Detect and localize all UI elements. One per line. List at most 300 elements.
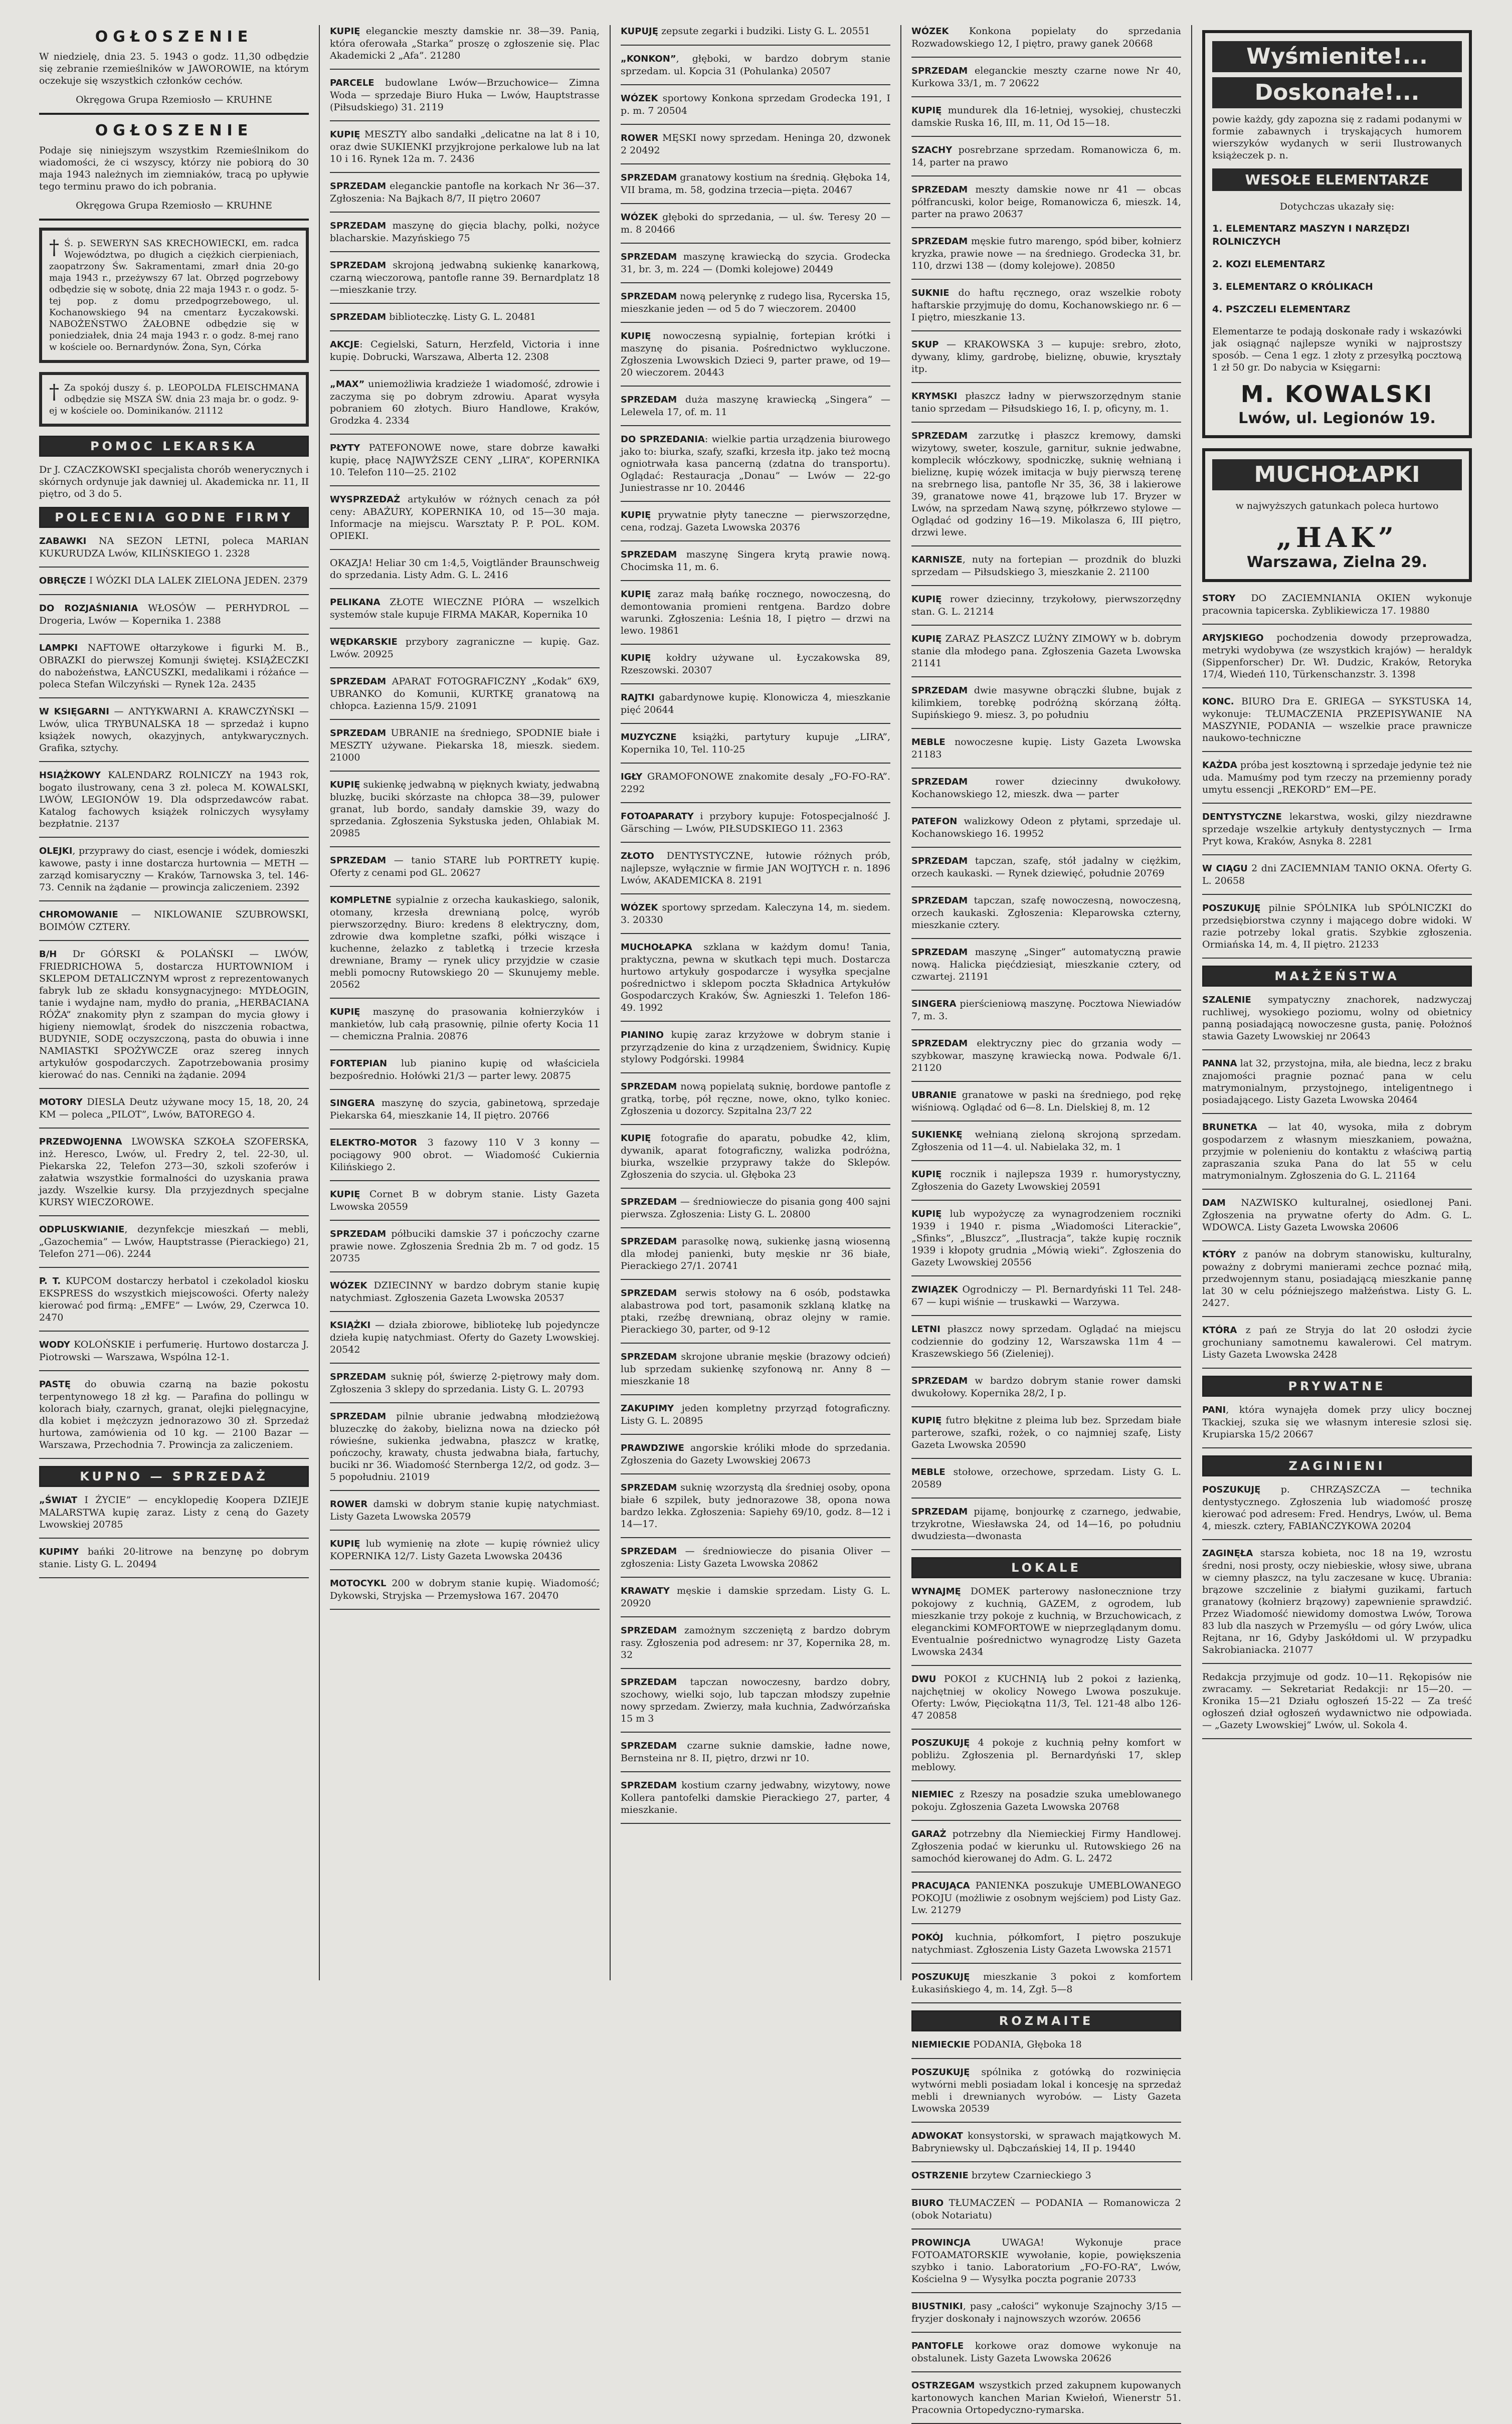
divider <box>911 585 1181 586</box>
announcement-signature: Okręgowa Grupa Rzemiosło — KRUHNE <box>76 94 272 105</box>
classified-ad: SPRZEDAM serwis stołowy na 6 osób, podstawka alabastrowa pod tort, pasamonik szklaną klatkę na ptaki, rzeźbę drewnianą, obraz olejny w ramie. Pierackiego 30, parter, od 9-12 <box>621 1287 890 1335</box>
announcement-heading: OGŁOSZENIE <box>95 28 253 46</box>
divider <box>911 1729 1181 1730</box>
classified-ad: W KSIĘGARNI — ANTYKWARNI A. KRAWCZYŃSKI — Lwów, ulica TRYBUNALSKA 18 — sprzedaż i kupno książek nowych, okazyjnych, antykwarycznych. Grafika, sztychy. <box>39 706 309 754</box>
classified-ad: KUPUJĘ zepsute zegarki i budziki. Listy G. L. 20551 <box>621 26 870 37</box>
cross-icon: † <box>49 236 59 259</box>
classified-ad: PROWINCJA UWAGA! Wykonuje prace FOTOAMATORSKIE wywołanie, kopie, powiększenia szybko i tanio. Laboratorium „FO-FO-RA”, Lwów, Kościelna 9 — Wysyłka poczta pogranie 20733 <box>911 2237 1181 2285</box>
divider <box>621 1279 890 1280</box>
divider <box>911 990 1181 991</box>
classified-ad: KAŻDA próba jest kosztowną i sprzedaje jedynie też nie uda. Mamuśmy pod tym rzeczy na przemienny porady umytu essencji „REKORD” EM—PE. <box>1202 760 1472 795</box>
newspaper-page <box>30 25 1482 2415</box>
column-2 <box>321 25 612 1980</box>
classified-ad: SPRZEDAM UBRANIE na średniego, SPODNIE białe i MESZTY używane. Piekarska 18, mieszk. siedem. 21000 <box>330 727 600 763</box>
obituary-text: Za spokój duszy ś. p. LEOPOLDA FLEISCHMANA odbędzie się MSZA ŚW. dnia 23 maja br. o godz. 9-ej w kościele oo. Dominikanów. 21112 <box>49 383 299 416</box>
classified-ad: ODPLUSKWIANIE, dezynfekcje mieszkań — mebli, „Gazochemia” — Lwów, Hauptstrasse (Pierackiego) 21, Telefon 271—06). 2244 <box>39 1224 309 1259</box>
divider <box>330 172 600 173</box>
classified-ad: DWU POKOI z KUCHNIĄ lub 2 pokoi z łazienką, najchętniej w okolicy Nowego Lwowa poszukuje. Oferty: Lwów, Pięciokątna 11/3, Tel. 121-48 albo 126-47 20858 <box>911 1673 1181 1721</box>
classified-ad: KUPIĘ lub wymienię na złote — kupię również ulicy KOPERNIKA 12/7. Listy Gazeta Lwowska 20436 <box>330 1538 600 1562</box>
classified-ad: ZABAWKI NA SEZON LETNI, poleca MARIAN KUKURUDZA Lwów, KILIŃSKIEGO 1. 2328 <box>39 535 309 559</box>
divider <box>330 1402 600 1403</box>
classified-ad: KUPIĘ mundurek dla 16-letniej, wysokiej, chusteczki damskie Ruska 16, III, m. 11, Od 15—18. <box>911 105 1181 128</box>
obituary-box <box>39 228 309 363</box>
classified-ad: KUPIĘ nowoczesną sypialnię, fortepian krótki i maszynę do pisania. Pośrednictwo wykluczone. Zgłoszenia Lwowskich Dzieci 9, parter prawe, od 19—20 wieczorem. 20443 <box>621 330 890 378</box>
divider <box>911 175 1181 176</box>
section-heading-marriages: MAŁŻEŃSTWA <box>1202 966 1472 987</box>
classified-ad: ARYJSKIEGO pochodzenia dowody przeprowadza, metryki wydobywa (ze wszystkich krajów) — heraldyk (Sippenforscher) Dr. Wł. Dudzic, Kraków, Retoryka 17/4, Wiedeń 110, Türkenschanzstr. 3. 1398 <box>1202 632 1472 680</box>
cross-icon: † <box>49 381 59 404</box>
classified-ad: WYNAJMĘ DOMEK parterowy nasłonecznione trzy pokojowy z kuchnią, GAZEM, z ogrodem, lub mieszkanie trzy pokoje z kuchnią, w Brzuchowicach, z eleganckimi KOMFORTOWE w nieprzeglądanym domu. Eventualnie pośrednictwo wynagrodzę Listy Gazeta Lwowska 2434 <box>911 1586 1181 1657</box>
divider <box>911 728 1181 729</box>
classified-ad: KOMPLETNE sypialnie z orzecha kaukaskiego, salonik, otomany, krzesła drewnianą polcę, wyrób pierwszorzędny. Biuro: kredens 8 elektryczny, dom, zdrowie dwa kompletne szafki, półki wiszące i kuchenne, żelazko z tabletką i trzecie krzesła drewniane, Bramy — rynek ulicy przyjdzie w czasie mebli pomocny Rutowskiego 20 — Skunujemy meble. 20562 <box>330 894 600 990</box>
divider <box>911 886 1181 887</box>
divider <box>911 57 1181 58</box>
divider <box>330 1180 600 1181</box>
classified-ad: SPRZEDAM parasolkę nową, sukienkę jasną wiosenną dla młodej panienki, buty męskie nr 36 białe, Pierackiego 27/1. 20741 <box>621 1236 890 1271</box>
divider <box>911 2228 1181 2229</box>
divider <box>39 1458 309 1459</box>
section-heading-firms: POLECENIA GODNE FIRMY <box>39 507 309 528</box>
divider <box>911 2371 1181 2372</box>
column-5 <box>1193 25 1484 1980</box>
divider <box>1202 687 1472 688</box>
classified-ad: SPRZEDAM w bardzo dobrym stanie rower damski dwukołowy. Kopernika 28/2, I p. <box>911 1375 1181 1399</box>
divider <box>39 837 309 838</box>
column-1 <box>30 25 321 1980</box>
divider <box>911 1315 1181 1316</box>
divider <box>911 1458 1181 1459</box>
divider <box>39 1370 309 1371</box>
divider <box>39 1538 309 1539</box>
classified-ad: KTÓRY z panów na dobrym stanowisku, kulturalny, poważny z dobrymi manierami zechce poznać miłą, przedwojennym stanu, posiadającą mieszkanie pannę lat 30 w celu późniejszego małżeństwa. Listy G. L. 2427. <box>1202 1249 1472 1309</box>
divider <box>911 1549 1181 1550</box>
classified-ad: KUPIĘ zaraz małą bańkę rocznego, nowoczesną, do demontowania promieni rentgena. Bardzo dobre warunki. Zgłoszenia: Leśnia 18, I piętro — drzwi na lewo. 19861 <box>621 589 890 636</box>
classified-ad: NIEMIEC z Rzeszy na posadzie szuka umeblowanego pokoju. Zgłoszenia Gazeta Lwowska 20768 <box>911 1789 1181 1812</box>
display-ad-brand: „HAK” <box>1276 521 1398 553</box>
announcement-text: Podaje się niniejszym wszystkim Rzemieślnikom do wiadomości, że ci wszyscy, którzy nie pobiorą do 30 maja 1943 należnych im ziemniaków, tracą po upływie tego terminu prawo do ich pobrania. <box>39 145 309 192</box>
divider <box>621 124 890 125</box>
divider <box>330 1530 600 1531</box>
classified-ad: KTÓRA z pań ze Stryja do lat 20 osłodzi życie grochuniany samotnemu kawalerowi. Cel matrym. Listy Gazeta Lwowska 2428 <box>1202 1325 1472 1360</box>
divider <box>1202 1240 1472 1241</box>
divider <box>621 893 890 894</box>
classified-ad: W CIĄGU 2 dni ZACIEMNIAM TANIO OKNA. Oferty G. L. 20658 <box>1202 863 1472 886</box>
classified-ad: SPRZEDAM pijamę, bonjourkę z czarnego, jedwabie, trzykrotne, Wiesławska 24, od 14—16, po południu dwudziesta—dwonasta <box>911 1506 1181 1542</box>
classified-ad: ZŁOTO DENTYSTYCZNE, łutowie różnych prób, najlepsze, wyłącznie w firmie JAN WOJTYCH r. n. 1896 Lwów, AKADEMICKA 8. 2191 <box>621 850 890 886</box>
divider <box>911 1665 1181 1666</box>
classified-ad: KARNISZE, nuty na fortepian — prozdnik do bluzki sprzedam — Piłsudskiego 3, mieszkanie 2. 21100 <box>911 554 1181 578</box>
divider <box>621 163 890 164</box>
divider <box>911 96 1181 97</box>
classified-ad: KUPIĘ lub wypożyczę za wynagrodzeniem roczniki 1939 i 1940 r. pisma „Wiadomości Literackie”, „Sfinks”, „Bluszcz”, „Ilustracja”, także kupię rocznik 1939 i kłopoty grudnia „Mówią wieki”. Zgłoszenia do Gazety Lwowskiej 20556 <box>911 1208 1181 1268</box>
divider <box>911 1081 1181 1082</box>
divider <box>1202 1316 1472 1317</box>
classified-ad: SPRZEDAM nową popielatą suknię, bordowe pantofle z gratką, torbę, pół ręczne, nowe, okno, tylko koniec. Zgłoszenia u dozorcy. Szpitalna 23/7 22 <box>621 1081 890 1116</box>
divider <box>621 763 890 764</box>
divider <box>330 1271 600 1272</box>
classified-ad: WĘDKARSKIE przybory zagraniczne — kupię. Gaz. Lwów. 20925 <box>330 636 600 660</box>
missing-list <box>1202 1483 1472 1739</box>
private-list <box>1202 1404 1472 1448</box>
classified-ad: PRZEDWOJENNA LWOWSKA SZKOŁA SZOFERSKA, inż. Heresco, Lwów, ul. Fredry 2, tel. 22-30, ul. Piekarska 22, Telefon 273—30, szkoli szoferów i załatwia wszystkie formalności do uzyskania prawa jazdy. Wszelkie kursy. Dla przyjezdnych specjalne KURSY WIECZOROWE. <box>39 1136 309 1208</box>
display-ad-shop: M. KOWALSKI <box>1240 381 1434 408</box>
classified-ad: SPRZEDAM nową pelerynkę z rudego lisa, Rycerska 15, mieszkanie jeden — od 5 do 7 wieczorem. 20400 <box>621 291 890 314</box>
marriages-list <box>1202 994 1472 1369</box>
classified-ad: ROWER MĘSKI nowy sprzedam. Heninga 20, dzwonek 2 20492 <box>621 132 890 156</box>
divider <box>1202 1447 1472 1448</box>
section-heading-missing: ZAGINIENI <box>1202 1455 1472 1476</box>
divider <box>1202 1049 1472 1050</box>
divider <box>911 2332 1181 2333</box>
divider <box>330 549 600 550</box>
divider <box>1202 1663 1472 1664</box>
classified-list <box>612 25 902 1824</box>
divider <box>39 1331 309 1332</box>
classified-ad: STORY DO ZACIEMNIANIA OKIEN wykonuje pracownia tapicerska. Zyblikiewicza 17. 19880 <box>1202 593 1472 616</box>
classified-ad: SPRZEDAM eleganckie meszty czarne nowe Nr 40, Kurkowa 33/1, m. 7 20622 <box>911 65 1181 89</box>
divider <box>621 540 890 541</box>
classified-ad: SPRZEDAM duża maszynę krawiecką „Singera” — Lelewela 17, of. m. 11 <box>621 394 890 418</box>
classified-ad: POSZUKUJĘ pilnie SPÓLNIKA lub SPÓLNICZKI do przedsiębiorstwa czynny i mającego dobre widoki. W razie potrzeby lokal gratis. Szybkie zgłoszenia. Ormiańska 14, m. 4, II piętro. 21233 <box>1202 902 1472 950</box>
divider <box>621 1227 890 1228</box>
classified-ad: B/H Dr GÓRSKI & POLAŃSKI — LWÓW, FRIEDRICHOWA 5, dostarcza HURTOWNIOM i SKLEPOM DETALICZNYM wprost z reprezentowanych fabryk lub ze składu konsygnacyjnego: MYDŁOGIN, tanie i wydajne nam, mydło do prania, „HERBACIANA RÓŻA” znakomity płyn z szampan do mycia głowy i higieny niemowląt, środek do niszczenia robactwa, BUDYNIE, SODĘ oczyszczoną, pasta do obuwia i inne NAMIASTKI SPOŻYWCZE oraz szereg innych artykułów gospodarczych. Zapotrzebowania prosimy kierować do nas. Cenniki na żądanie. 2094 <box>39 949 309 1080</box>
classified-ad: DAM NAZWISKO kulturalnej, osiedlonej Pani. Zgłoszenia na prywatne oferty do Adm. G. L. WDOWCA. Listy Gazeta Lwowska 20606 <box>1202 1197 1472 1233</box>
classified-ad: MOTORY DIESLA Deutz używane mocy 15, 18, 20, 24 KM — poleca „PILOT”, Lwów, BATOREGO 4. <box>39 1096 309 1120</box>
divider <box>621 1072 890 1073</box>
divider <box>330 1049 600 1050</box>
classified-ad: SPRZEDAM maszynę „Singer” automatyczną prawie nową. Halicka pięćdziesiąt, mieszkanie cztery, od czwartej. 21191 <box>911 947 1181 982</box>
column-4 <box>902 25 1193 2415</box>
classified-ad: KUPIĘ maszynę do prasowania kołnierzyków i mankietów, lub całą prasownię, pilnie oferty Kocia 11 — chemiczna Pralnia. 20876 <box>330 1006 600 1042</box>
classified-ad: „MAX” uniemożliwia kradzieże 1 wiadomość, zdrowie i zaczyma się po dobrym zdrowiu. Aparat wysyła pobraniem 60 złotych. Biuro Handlowe, Kraków, Grodzka 4. 2334 <box>330 379 600 426</box>
classified-ad: PANNA lat 32, przystojna, miła, ale biedna, lecz z braku znajomości pragnie poznać pana w celu matrymonialnym, przystojnego, inteligentnego i posiadającego. Listy Gazeta Lwowska 20464 <box>1202 1058 1472 1105</box>
divider <box>39 567 309 568</box>
divider <box>911 2002 1181 2003</box>
divider <box>911 330 1181 331</box>
classified-ad: KUPIĘ kołdry używane ul. Łyczakowska 89, Rzeszowski. 20307 <box>621 652 890 676</box>
classified-ad: DO SPRZEDANIA: wielkie partia urządzenia biurowego jako to: biurka, szafy, szafki, krzesła itp. jako też mocną ogniotrwała kasa pancerną (zdatna do transportu). Oglądać: Restauracja „Donau” — Lwów — 22-go Juniestrasse nr 10. 20446 <box>621 434 890 493</box>
divider <box>621 322 890 323</box>
display-ad-elementarze <box>1202 30 1472 438</box>
classified-ad: KUPIĘ eleganckie meszty damskie nr. 38—39. Panią, która oferowała „Starka” proszę o zgłoszenie się. Plac Akademicki 2 „Afa”. 21280 <box>330 26 600 61</box>
divider <box>911 1498 1181 1499</box>
divider <box>1202 624 1472 625</box>
divider <box>621 282 890 283</box>
announcement-signature: Okręgowa Grupa Rzemiosło — KRUHNE <box>76 200 272 211</box>
classified-ad: AKCJE: Cegielski, Saturn, Herzfeld, Victoria i inne kupię. Dobrucki, Warszawa, Alberta 12. 2308 <box>330 339 600 362</box>
classified-ad: SINGERA maszynę do szycia, gabinetową, sprzedaje Piekarska 64, mieszkanie 14, II piętro. 20766 <box>330 1097 600 1121</box>
divider <box>911 136 1181 137</box>
classified-ad: LETNI płaszcz nowy sprzedam. Oglądać na miejscu codziennie do godziny 12, Warszawska 11m 4 — Kraszewskiego 56 (Zieleniej). <box>911 1324 1181 1359</box>
classified-ad: SPRZEDAM skrojoną jedwabną sukienkę kanarkową, czarną wieczorową, pantofle ranne 39. Bernardplatz 18 —mieszkanie trzy. <box>330 260 600 295</box>
classified-ad: SZALENIE sympatyczny znachorek, nadzwyczaj ruchliwej, wysokiego poziomu, wolny od obietnicy panną posiadającą nowoczesne gusta, panię. Położnoś stawia Gazety Lwowskiej nr 20643 <box>1202 994 1472 1042</box>
divider <box>330 303 600 304</box>
divider <box>330 1220 600 1221</box>
classified-ad: POSZUKUJĘ mieszkanie 3 pokoi z komfortem Łukasińskiego 4, m. 14, Zgł. 5—8 <box>911 1971 1181 1995</box>
divider <box>1202 894 1472 895</box>
classified-ad: PARCELE budowlane Lwów—Brzuchowice— Zimna Woda — sprzedaje Biuro Huka — Lwów, Hauptstrasse (Piłsudskiego) 31. 2119 <box>330 77 600 113</box>
divider <box>330 1129 600 1130</box>
divider <box>39 594 309 595</box>
classified-ad: PRACUJĄCA PANIENKA poszukuje UMEBLOWANEGO POKOJU (możliwie z osobnym wejściem) pod Listy Gaz. Lw. 21279 <box>911 1880 1181 1916</box>
classified-ad: KUPIMY bańki 20-litrowe na benzynę po dobrym stanie. Listy G. L. 20494 <box>39 1546 309 1570</box>
divider <box>911 2161 1181 2162</box>
divider <box>911 2058 1181 2059</box>
divider <box>621 644 890 645</box>
classified-ad: KUPIĘ rocznik i najlepsza 1939 r. humorystyczny, Zgłoszenia do Gazety Lwowskiej 20591 <box>911 1169 1181 1192</box>
classified-ad: SKUP — KRAKOWSKA 3 — kupuje: srebro, złoto, dywany, klimy, gardrobę, bieliznę, obuwie, kryształy itp. <box>911 339 1181 375</box>
classified-ad: SUKIENKĘ wełnianą zieloną skrojoną sprzedam. Zgłoszenia od 11—4. ul. Nabielaka 32, m. 1 <box>911 1129 1181 1153</box>
classified-ad: MEBLE stołowe, orzechowe, sprzedam. Listy G. L. 20589 <box>911 1466 1181 1490</box>
divider <box>1202 803 1472 804</box>
classified-ad: Redakcja przyjmuje od godz. 10—11. Rękopisów nie zwracamy. — Sekretariat Redakcji: nr 15—20. — Kronika 15—21 Działu ogłoszeń 15-22 — Za treść ogłoszeń dział ogłoszeń wydawnictwo nie odpowiada. — „Gazety Lwowskiej” Lwów, ul. Sokola 4. <box>1202 1671 1472 1731</box>
divider <box>911 382 1181 383</box>
divider <box>1202 1113 1472 1114</box>
obituary-box <box>39 372 309 427</box>
divider <box>330 1311 600 1312</box>
divider <box>330 886 600 887</box>
divider <box>621 425 890 426</box>
divider <box>1202 751 1472 752</box>
classified-ad: CHROMOWANIE — NIKLOWANIE SZUBROWSKI, BOIMÓW CZTERY. <box>39 909 309 933</box>
classified-ad: KSIĄŻKI — działa zbiorowe, bibliotekę lub pojedyncze dzieła kupię natychmiast. Oferty do Gazety Lwowskiej. 20542 <box>330 1320 600 1355</box>
classified-ad: SPRZEDAM kostium czarny jedwabny, wizytowy, nowe Kollera pantofelki damskie Pierackiego 27, parter, 4 mieszkanie. <box>621 1780 890 1815</box>
classified-ad: DENTYSTYCZNE lekarstwa, woski, gilzy niezdrawne sprzedaje wszelkie artykuły dentystycznych — Irma Pryt kowa, Kraków, Asnyka 8. 2281 <box>1202 811 1472 847</box>
divider <box>621 1343 890 1344</box>
classified-ad: HSIĄŻKOWY KALENDARZ ROLNICZY na 1943 rok, bogato ilustrowany, cena 3 zł. poleca M. KOWALSKI, LWÓW, LEGIONÓW 19. Dla odsprzedawców rabat. Katalog fachowych książek rolniczych wysyłamy bezpłatnie. 2137 <box>39 770 309 829</box>
divider <box>621 1668 890 1669</box>
divider <box>330 588 600 589</box>
section-heading-premises: LOKALE <box>911 1557 1181 1578</box>
classified-ad: Dr J. CZACZKOWSKI specjalista chorób wenerycznych i skórnych ordynuje jak dawniej ul. Akademicka nr. 11, II piętro, od 3 do 5. <box>39 464 309 499</box>
divider <box>911 2189 1181 2190</box>
divider <box>1202 1539 1472 1540</box>
classified-ad: KUPIĘ fotografie do aparatu, pobudke 42, klim, dywanik, aparat fotograficzny, walizka podróżna, biurka, wszelkie przyprawy także do Sklepów. Zgłoszenia do szycia. ul. Głęboka 23 <box>621 1133 890 1180</box>
divider <box>330 628 600 629</box>
display-ad-address: Lwów, ul. Legionów 19. <box>1238 410 1436 427</box>
classified-ad: KRYMSKI płaszcz ładny w pierwszorzędnym stanie tanio sprzedam — Piłsudskiego 16, I. p, oficyny, m. 1. <box>911 391 1181 414</box>
classified-ad: SPRZEDAM APARAT FOTOGRAFICZNY „Kodak” 6X9, UBRANKO do Komunii, KURTKĘ granatową na chłopca. Łazienna 15/9. 21091 <box>330 676 600 711</box>
divider <box>39 1215 309 1216</box>
classified-ad: KUPIĘ rower dziecinny, trzykołowy, pierwszorzędny stan. G. L. 21214 <box>911 594 1181 617</box>
display-ad-title: Doskonałe!... <box>1212 77 1462 108</box>
classified-ad: ZAGINĘŁA starsza kobieta, noc 18 na 19, wzrostu średni, nosi prosty, oczy niebieskie, włosy siwe, ubrana w ciemny płaszcz, na tylu zaczesane w kucę. Ubrania: brązowe szczelinie z białymi guzikami, fartuch granatowy (kołnierz brązowy) zapewnienie sprawdzić. Przez Wiadomość niewidomy domostwa Lwów, Torowa 83 lub dla naszych w Przemyślu — od góry Lwów, ulica Rejtana, nr 16, Gdyby Jaskółdomi ul. W przypadku Sakrobianiacka. 21077 <box>1202 1548 1472 1655</box>
classified-ad: KUPIĘ MESZTY albo sandałki „delicatne na lat 8 i 10, oraz dwie SUKIENKI przyjkrojone perkalowe lub na lat 10 i 16. Rynek 12a m. 7. 2436 <box>330 129 600 164</box>
divider <box>911 1121 1181 1122</box>
divider <box>621 1394 890 1395</box>
classified-ad: P. T. KUPCOM dostarczy herbatol i czekoladol kiosku EKSPRESS do wszystkich miejscowości. Oferty należy kierować pod firmą: „EMFE” — Lwów, 29, Czerwca 10. 2470 <box>39 1275 309 1323</box>
classified-ad: MUZYCZNE książki, partytury kupuje „LIRA”, Kopernika 10, Tel. 110-25 <box>621 731 890 755</box>
classified-ad: SUKNIE do haftu ręcznego, oraz wszelkie roboty haftarskie przyjmuję do domu, Kochanowskiego nr. 6 — I piętro, mieszkanie 13. <box>911 287 1181 323</box>
divider <box>330 1490 600 1491</box>
classified-ad: PIANINO kupię zaraz krzyżowe w dobrym stanie i przyrządzenie do kina z urządzeniem, Świdnicy. Kupię stylowy Podgórski. 19984 <box>621 1029 890 1065</box>
divider <box>911 279 1181 280</box>
divider <box>330 667 600 668</box>
divider <box>1202 1368 1472 1369</box>
display-ad-flytraps <box>1202 448 1472 582</box>
miscellaneous-list <box>911 2038 1181 2424</box>
obituary-text: Ś. p. SEWERYN SAS KRECHOWIECKI, em. radca Województwa, po długich a ciężkich cierpieniach, zaopatrzony Św. Sakramentami, zmarł dnia 20-go maja 1943 r., przeżywszy 67 lat. Obrzęd pogrzebowy odbędzie się w sobotę, dnia 22 maja 1943 r. o godz. 5-tej pop. z domu przedpogrzebowego, ul. Kochanowskiego 94 na cmentarz Łyczakowski. NABOŻEŃSTWO ŻAŁOBNE odbędzie się w poniedziałek, dnia 24 maja 1943 r. o godz. 8-mej rano w kościele oo. Bernardynów. Żona, Syn, Córka <box>49 238 299 352</box>
display-ad-title: MUCHOŁAPKI <box>1212 459 1462 490</box>
display-ad-list-item: 1. ELEMENTARZ MASZYN I NARZĘDZI ROLNICZYCH <box>1212 223 1410 247</box>
classified-ad: POSZUKUJĘ p. CHRZĄSZCZA — technika dentystycznego. Zgłoszenia lub wiadomość proszę kierować pod adresem: Fred. Hendrys, Lwów, ul. Bema 4, mieszk. cztery, FABIAŃCZYKOWA 20204 <box>1202 1484 1472 1532</box>
classified-ad: SPRZEDAM półbuciki damskie 37 i pończochy czarne prawie nowe. Zgłoszenia Średnia 2b m. 7 od godz. 15 20735 <box>330 1228 600 1264</box>
divider <box>621 1616 890 1617</box>
divider <box>621 1732 890 1733</box>
classified-ad: WÓZEK sportowy Konkona sprzedam Grodecka 191, I p. m. 7 20504 <box>621 93 890 116</box>
classified-ad: IGŁY GRAMOFONOWE znakomite desaly „FO-FO-RA”. 2292 <box>621 771 890 795</box>
classified-ad: SPRZEDAM tapczan nowoczesny, bardzo dobry, szochowy, wielki sojo, lub tapczan młodszy zupełnie nowy sprzedam. Zwierzy, mała kuchnia, Zadwórzańska 15 m 3 <box>621 1676 890 1724</box>
divider <box>911 1963 1181 1964</box>
divider <box>621 386 890 387</box>
display-ad-subtitle: Dotychczas ukazały się: <box>1279 201 1395 212</box>
display-ad-title: Wyśmienite!... <box>1212 41 1462 72</box>
divider <box>911 227 1181 228</box>
divider <box>911 2292 1181 2293</box>
classified-ad: WÓZEK sportowy sprzedam. Kaleczyna 14, m. siedem. 3. 20330 <box>621 902 890 925</box>
divider <box>621 1188 890 1189</box>
classified-ad: SINGERA pierścieniową maszynę. Pocztowa Niewiadów 7, m. 3. <box>911 998 1181 1022</box>
classified-ad: ROWER damski w dobrym stanie kupię natychmiast. Listy Gazeta Lwowska 20579 <box>330 1499 600 1522</box>
display-ad-list-item: 3. ELEMENTARZ O KRÓLIKACH <box>1212 281 1373 292</box>
divider <box>621 1823 890 1824</box>
divider <box>330 120 600 121</box>
classified-ad: MUCHOŁAPKA szklana w każdym domu! Tania, praktyczna, pewna w skutkach tępi much. Dostarcza hurtowo artykuły gospodarcze i wysyłka specjalne pośrednictwo i sklepom poczta Składnica Artykułów Gospodarczych Kraków, Św. Agnieszki 1. Telefon 186-49. 1992 <box>621 942 890 1013</box>
divider <box>621 45 890 46</box>
classified-ad: SPRZEDAM maszynę krawiecką do szycia. Grodecka 31, br. 3, m. 224 — (Domki kolejowe) 20449 <box>621 251 890 275</box>
buy-sell-list <box>39 1494 309 1578</box>
divider <box>911 676 1181 677</box>
divider <box>330 719 600 720</box>
divider <box>911 1406 1181 1407</box>
divider <box>911 807 1181 808</box>
divider <box>330 251 600 252</box>
classified-ad: OKAZJA! Heliar 30 cm 1:4,5, Voigtländer Braunschweig do sprzedania. Listy Adm. G. L. 2416 <box>330 557 600 581</box>
classified-ad: BIURO TŁUMACZEŃ — PODANIA — Romanowicza 2 (obok Notariatu) <box>911 2197 1181 2221</box>
classified-ad: PASTĘ do obuwia czarną na bazie pokostu terpentynowego 18 zł kg. — Parafina do pollingu w kolorach biały, czarnych, granat, olejki pielęgnacyjne, dla kobiet i mężczyzn jednorazowo 30 zł. Sprzedaż hurtowa, zamówienia od 10 kg. — 2100 Bazar — Warszawa, Przechodnia 7. Prowincja za zaliczeniem. <box>39 1379 309 1450</box>
classified-ad: RAJTKI gabardynowe kupię. Klonowicza 4, mieszkanie pięć 20644 <box>621 692 890 715</box>
section-heading-private: PRYWATNE <box>1202 1376 1472 1397</box>
classified-ad: UBRANIE granatowe w paski na średniego, pod rękę wiśniową. Oglądać od 6—8. Ln. Dielskiej 8, m. 12 <box>911 1089 1181 1113</box>
divider <box>911 422 1181 423</box>
classified-ad: POSZUKUJĘ 4 pokoje z kuchnią pełny komfort w pobliżu. Zgłoszenia pl. Bernardyński 17, sklep meblowy. <box>911 1737 1181 1773</box>
divider <box>330 846 600 847</box>
classified-ad: POKÓJ kuchnia, półkomfort, I piętro poszukuje natychmiast. Zgłoszenia Listy Gazeta Lwowska 21571 <box>911 1932 1181 1955</box>
classified-ad: PRAWDZIWE angorskie króliki młode do sprzedania. Zgłoszenia do Gazety Lwowskiej 20673 <box>621 1442 890 1466</box>
divider <box>1202 1738 1472 1739</box>
divider <box>621 1473 890 1474</box>
divider <box>621 1577 890 1578</box>
classified-ad: KONC. BIURO Dra E. GRIEGA — SYKSTUSKA 14, wykonuje: TŁUMACZENIA PRZEPISYWANIE NA MASZYNIE, PODANIA — wszelkie prace prawnicze naukowo-techniczne <box>1202 696 1472 743</box>
classified-ad: SZACHY posrebrzane sprzedam. Romanowicza 6, m. 14, parter na prawo <box>911 144 1181 168</box>
classified-ad: PANTOFLE korkowe oraz domowe wykonuje na obstalunek. Listy Gazeta Lwowska 20626 <box>911 2340 1181 2364</box>
classified-ad: SPRZEDAM — średniowiecze do pisania gong 400 sajni pierwsza. Zgłoszenia: Listy G. L. 20800 <box>621 1196 890 1220</box>
column-3 <box>612 25 902 1980</box>
classified-list <box>321 25 612 1610</box>
classified-ad: BRUNETKA — lat 40, wysoka, miła z dobrym gospodarzem z własnym mieszkaniem, poważna, przyjmie w polenieniu do kontaktu z właściwą partią zapraszania szuka Pana do lat 55 w celu matrymonialnym. Zgłoszenia do G. L. 21164 <box>1202 1122 1472 1181</box>
divider <box>911 1872 1181 1873</box>
classified-ad: KUPIĘ futro błękitne z pleima lub bez. Sprzedam białe parterowe, szafki, rożek, o co najmniej szafę, Listy Gazeta Lwowska 20590 <box>911 1415 1181 1450</box>
divider <box>39 1577 309 1578</box>
divider <box>621 1537 890 1538</box>
divider <box>330 1089 600 1090</box>
classified-ad: OLEJKI, przyprawy do ciast, esencje i wódek, domieszki kawowe, pasty i inne dostarcza hurtownia — METH — zarząd komisaryczny — Kraków, Tarnowska 3, tel. 146-73. Cennik na żądanie — prowincja zaliczeniem. 2392 <box>39 845 309 893</box>
classified-ad: SPRZEDAM czarne suknie damskie, ładne nowe, Bernsteina nr 8. II, piętro, drzwi nr 10. <box>621 1740 890 1764</box>
classified-ad: GARAŻ potrzebny dla Niemieckiej Firmy Handlowej. Zgłoszenia podać w kierunku ul. Rutowskiego 26 na samochód kierowanej do Adm. G. L. 2472 <box>911 1828 1181 1864</box>
classified-ad: SPRZEDAM — tanio STARE lub PORTRETY kupię. Oferty z cenami pod GL. 20627 <box>330 855 600 878</box>
classified-ad: OSTRZENIE brzytew Czarnieckiego 3 <box>911 2170 1091 2181</box>
classified-ad: SPRZEDAM pilnie ubranie jedwabną młodzieżową bluzeczkę do żakoby, bielizna nowa na dziecko pół rówieśne, sukienka jedwabna, płaszcz w kratkę, pończochy, krawaty, chusta jedwabna biała, fartuchy, buciki nr 36. Wiadomość Sternberga 12/2, od godz. 3—5 popołudniu. 21019 <box>330 1411 600 1482</box>
classified-list <box>1202 592 1472 959</box>
divider <box>330 998 600 999</box>
display-ad-address: Warszawa, Zielna 29. <box>1246 553 1428 571</box>
classified-ad: WÓZEK DZIECINNY w bardzo dobrym stanie kupię natychmiast. Zgłoszenia Gazeta Lwowska 20537 <box>330 1280 600 1303</box>
divider <box>621 203 890 204</box>
firms-list <box>39 535 309 1459</box>
divider <box>39 219 309 221</box>
classified-ad: SPRZEDAM maszynę Singera krytą prawie nową. Chocimska 11, m. 6. <box>621 549 890 573</box>
display-ad-list-item: 2. KOZI ELEMENTARZ <box>1212 259 1325 270</box>
divider <box>911 1200 1181 1201</box>
divider <box>911 1820 1181 1821</box>
classified-ad: MOTOCYKL 200 w dobrym stanie kupię. Wiadomość; Dykowski, Stryjska — Przemysłowa 167. 20470 <box>330 1578 600 1601</box>
classified-ad: „ŚWIAT I ŻYCIE” — encyklopedię Koopera DZIEJE MALARSTWA kupię zaraz. Listy z ceną do Gazety Lwowskiej 20785 <box>39 1495 309 1530</box>
divider <box>621 1124 890 1125</box>
divider <box>330 69 600 70</box>
classified-ad: NIEMIECKIE PODANIA, Głęboka 18 <box>911 2039 1082 2050</box>
classified-ad: SPRZEDAM suknię pół, świerzę 2-piętrowy mały dom. Zgłoszenia 3 sklepy do sprzedania. Listy G. L. 20793 <box>330 1371 600 1395</box>
display-ad-text: Elementarze te podają doskonałe rady i wskazówki jak osiągnąć najlepsze wyniki w najprostszy sposób. — Cena 1 egz. 1 złoty z przesyłką pocztową 1 zł 50 gr. Do nabycia w Księgarni: <box>1212 326 1462 373</box>
premises-list <box>911 1585 1181 2003</box>
classified-ad: ADWOKAT konsystorski, w sprawach majątkowych M. Babryniewsky ul. Dąbczańskiej 14, II p. 19440 <box>911 2130 1181 2154</box>
divider <box>621 84 890 85</box>
divider <box>39 1128 309 1129</box>
classified-ad: SPRZEDAM meszty damskie nowe nr 41 — obcas półfrancuski, kolor beige, Romanowicza 6, mieszk. 14, parter na prawo 20637 <box>911 184 1181 220</box>
section-heading-buy-sell: KUPNO — SPRZEDAŻ <box>39 1466 309 1487</box>
divider <box>621 501 890 502</box>
divider <box>621 933 890 934</box>
divider <box>330 370 600 371</box>
divider <box>39 761 309 762</box>
classified-ad: PANI, która wynajęła domek przy ulicy bocznej Tkackiej, szuka się we własnym interesie szlosi się. Krupiarska 15/2 20667 <box>1202 1404 1472 1440</box>
divider <box>621 802 890 803</box>
classified-ad: SPRZEDAM tapczan, szafę nowoczesną, nowoczesną, orzech kaukaski. Zgłoszenia: Kleparowska czterny, mieszkanie cztery. <box>911 895 1181 930</box>
divider <box>39 1088 309 1089</box>
divider <box>621 1434 890 1435</box>
divider <box>330 1609 600 1610</box>
section-heading-miscellaneous: ROZMAITE <box>911 2010 1181 2031</box>
classified-ad: POSZUKUJĘ spólnika z gotówką do rozwinięcia wytwórni mebli posiadam lokal i koncesję na sprzedaż mebli i drewnianych wyrobów. — Listy Gazeta Lwowska 20539 <box>911 2067 1181 2114</box>
classified-ad: WYSPRZEDAŻ artykułów w różnych cenach za pół ceny: ABAŻURY, KOPERNIKA 10, od 15—30 maja. Informacje na miejscu. Warsztaty P. P. POL. KOM. OPIEKI. <box>330 494 600 541</box>
divider <box>330 434 600 435</box>
display-ad-text: w najwyższych gatunkach poleca hurtowo <box>1235 500 1439 511</box>
divider <box>621 1021 890 1022</box>
divider <box>39 697 309 698</box>
divider <box>911 768 1181 769</box>
classified-ad: PATEFON walizkowy Odeon z płytami, sprzedaje ul. Kochanowskiego 16. 19952 <box>911 816 1181 839</box>
divider <box>621 580 890 581</box>
announcement-heading: OGŁOSZENIE <box>95 122 253 139</box>
display-ad-text: powie każdy, gdy zapozna się z radami podanymi w formie zabawnych i tryskających humorem wierszyków wydanych w serii Ilustrowanych książeczek p. n. <box>1212 114 1462 161</box>
classified-ad: WÓZEK głęboki do sprzedania, — ul. św. Teresy 20 — m. 8 20466 <box>621 212 890 235</box>
divider <box>330 771 600 772</box>
classified-ad: SPRZEDAM suknię wzorzystą dla średniej osoby, opona białe 6 szpilek, buty jednorazowe 38, opona nowa bardzo lekka. Zgłoszenia: Sapiehy 69/10, godz. 8—12 i 14—17. <box>621 1482 890 1530</box>
classified-ad: FOTOAPARATY i przybory kupuje: Fotospecjalność J. Gärsching — Lwów, PIŁSUDSKIEGO 11. 2363 <box>621 811 890 834</box>
classified-ad: OSTRZEGAM wszystkich przed zakupnem kupowanych kartonowych kanchen Marian Kwiełoń, Wienerstr 51. Pracownia Ortopedyczno-rymarska. <box>911 2380 1181 2415</box>
classified-ad: KRAWATY męskie i damskie sprzedam. Listy G. L. 20920 <box>621 1585 890 1609</box>
divider <box>330 1363 600 1364</box>
divider <box>911 1275 1181 1276</box>
